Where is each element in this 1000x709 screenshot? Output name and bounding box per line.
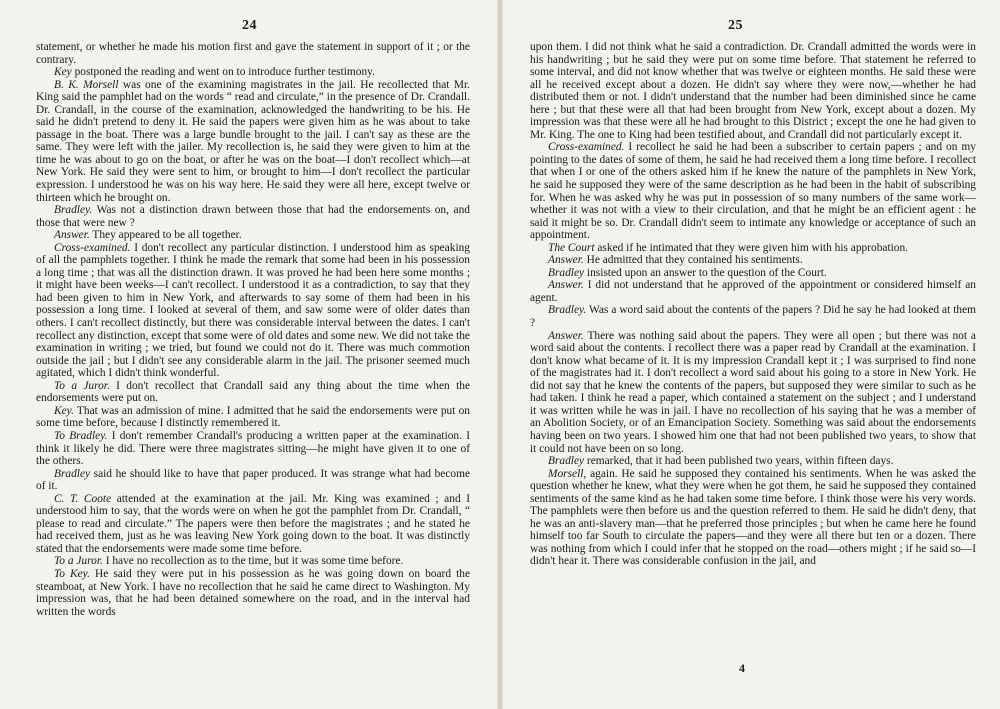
paragraph: Answer. There was nothing said about the papers. They were all open ; but there was not a word said about the contents. I recollect there was a paper read by Crandall at the examination. I don't know what became of it. It is my impression Crandall kept it ; I was surprised to find none of the magistrates had it. I don't recollect a word said about his going to a store in New York. He did not say that he knew the contents of the papers, but supposed they were similar to such as he had taken. I think he read a paper, which contained a statement on the subject ; and I understand it was written while he was in jail. I have no recollection of his saying that he was a member of an Abolition Society, or of an Emancipation Society. Something was said about the endorsements having been on two years. I showed him one that had not been published two years, to show that it could not have been on so long.	[530, 329, 976, 455]
paragraph: Morsell, again. He said he supposed they contained his sentiments. When he was asked the question whether he knew, what they were when he got them, he said he supposed they contained sentiments of the same kind as he had taken some time before. I think those were his very words. The pamphlets were then before us and the question referred to them. He said he didn't deny, that he was an anti-slavery man—that he preferred those principles ; but when he came here he found himself too far South to circulate the papers—and they were all there but ten or a dozen. There was nothing from which I could infer that he stopped on the road—others might ; if he said so—I didn't hear it. There was considerable confusion in the jail, and	[530, 467, 976, 568]
paragraph: To a Juror. I don't recollect that Crandall said any thing about the time when the endorsements were put on.	[36, 379, 471, 405]
left-page-body	[36, 41, 470, 618]
paragraph: To Bradley. I don't remember Crandall's producing a written paper at the examination. I think it likely he did. There were three magistrates sitting—he might have given it to one of the others.	[36, 429, 470, 468]
page-number-left: 24	[242, 18, 257, 33]
paragraph: To Key. He said they were put in his possession as he was going down on board the steamboat, at New York. I have no recollection that he said he came direct to Washington. My impression was, that he had been detained somewhere on the road, and in the interval had written the words	[36, 567, 471, 618]
signature-mark: 4	[739, 661, 745, 675]
right-page-body	[530, 41, 976, 568]
paragraph: Bradley. Was a word said about the contents of the papers ? Did he say he had looked at them ?	[530, 304, 976, 330]
paragraph: Answer. He admitted that they contained his sentiments.	[548, 254, 803, 267]
paragraph: Cross-examined. I recollect he said he had been a subscriber to certain papers ; and on my pointing to the dates of some of them, he said he had received them a long time before. I recollect that when I or one of the others asked him if he knew the nature of the pamphlets in New York, he said he supposed they were of the same description as he had been in the habit of subscribing for. When he was asked why he was put in possession of so many numbers of the same work—whether it was not with a view to their circulation, and that he might be an efficient agent : he said it might be so. Dr. Crandall didn't seem to intimate any knowledge or acceptance of such an appointment.	[530, 141, 976, 242]
right-page	[503, 0, 1000, 709]
paragraph: C. T. Coote attended at the examination at the jail. Mr. King was examined ; and I understood him to say, that the words were on when he got the pamphlet from Dr. Crandall, “ please to read and circulate.” The papers were then before the magistrates ; and he stated he had received them, just as he was leaving New York going down to the boat. It was distinctly stated that the endorsements were made some time before.	[36, 492, 470, 555]
paragraph: Bradley said he should like to have that paper produced. It was strange what had become of it.	[36, 467, 470, 493]
paragraph: Bradley remarked, that it had been published two years, within fifteen days.	[548, 455, 894, 468]
paragraph: Key. That was an admission of mine. I admitted that he said the endorsements were put on some time before, because I distinctly remembered it.	[36, 404, 470, 430]
paragraph: Bradley. Was not a distinction drawn between those that had the endorsements on, and those that were new ?	[36, 204, 470, 229]
paragraph: To a Juror. I have no recollection as to the time, but it was some time before.	[54, 555, 404, 568]
paragraph: upon them. I did not think what he said a contradiction. Dr. Crandall admitted the words were in his handwriting ; but he said they were put on some time before. That statement he referred to some interval, and did not know whether that was twelve or eighteen months. He said these were all he received except about a dozen. He didn't say where they were now,—whether he had distributed them or not. I didn't understand that the number had been diminished since he came here ; but that these were all that had been brought from New York, except about a dozen. My impression was that these were all he had brought to this District ; except the one he had given to Mr. King. The one to King had been testified about, and Crandall did not particularly except it.	[530, 41, 976, 141]
paragraph: Answer. They appeared to be all together.	[54, 229, 242, 242]
paragraph: Key postponed the reading and went on to introduce further testimony.	[54, 66, 375, 79]
paragraph: Answer. I did not understand that he approved of the appointment or considered himself an agent.	[530, 279, 976, 304]
paragraph: Cross-examined. I don't recollect any particular distinction. I understood him as speaking of all the pamphlets together. I think he made the remark that some had been in his possession a long time ; that was all the distinction drawn. It was proved he had been here some months ; it might have been weeks—I can't recollect. I understood it as a contradiction, to say that they had been given to him in New York, and afterwards to say some of them had been in his possession a long time. I looked at several of them, and saw some were of older dates than others. I can't recollect distinctly, but there was considerable interval between the dates. I can't recollect any distinction, except that some were of old dates and some new. We did not take the examination in writing ; we tried, but found we could not do it. There was much commotion outside the jail ; but I didn't see any considerable alarm in the jail. The prisoner seemed much agitated, which I didn't think wonderful.	[36, 241, 470, 380]
paragraph: B. K. Morsell was one of the examining magistrates in the jail. He recollected that Mr. King said the pamphlet had on the words “ read and circulate,” in the presence of Dr. Crandall. Dr. Crandall, in the course of the examination, acknowledged the handwriting to be his. He said he didn't pretend to deny it. He said the papers were given him as he was about to take passage in the boat. There was a large bundle brought to the jail. I can't say as these are the same. They were left with the jailer. My recollection is, he said they were given to him at the time he was about to go on the boat, or after he was on the boat—I don't recollect which—at New York. He said they were sent to him, or brought to him—I don't recollect the particular expression. I understood he was on his way here. He said they were all here, except twelve or thirteen which he brought on.	[36, 78, 470, 204]
paragraph: Bradley insisted upon an answer to the question of the Court.	[548, 266, 827, 279]
paragraph: statement, or whether he made his motion first and gave the statement in support of it ; or the contrary.	[36, 41, 470, 66]
left-page	[0, 0, 497, 709]
paragraph: The Court asked if he intimated that they were given him with his approbation.	[548, 241, 909, 254]
page-number-right: 25	[728, 18, 743, 33]
